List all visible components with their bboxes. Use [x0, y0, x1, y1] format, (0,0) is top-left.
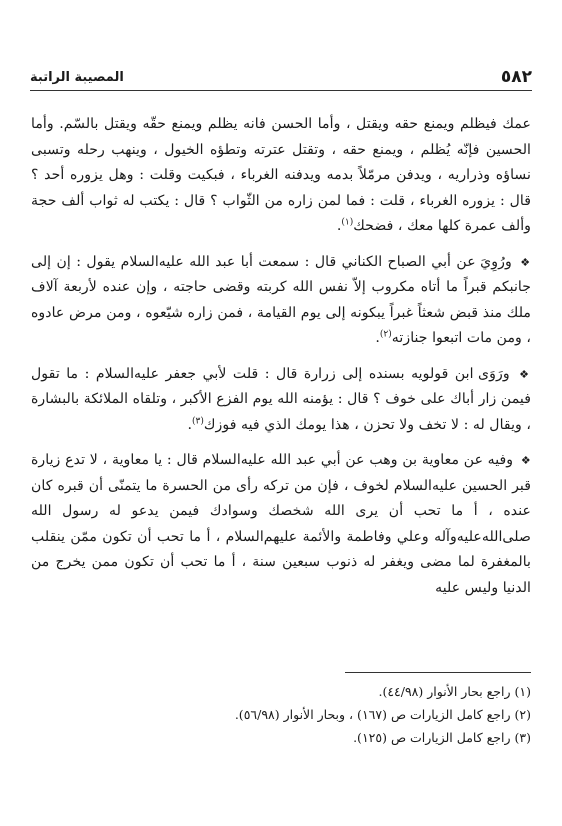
paragraph-end: . — [336, 218, 342, 234]
header-divider — [30, 90, 532, 91]
footnote-3: (٣) راجع كامل الزيارات ص (١٢٥). — [353, 730, 531, 745]
paragraph-3 — [31, 362, 531, 439]
footnote-reference: (٢) — [379, 329, 392, 340]
paragraph-end: . — [375, 330, 380, 346]
paragraph-4 — [31, 448, 531, 601]
paragraph-1 — [31, 112, 531, 240]
main-text — [31, 112, 531, 601]
paragraph-end: . — [187, 416, 192, 433]
diamond-bullet-icon: ❖ — [519, 367, 531, 381]
paragraph-text: ورُوِيَ عن أبي الصباح الكناني قال : سمعت أبا عبد الله عليه‌السلام يقول : إن إلى جانبكم قبراً ما أتاه مكروب إلاّ نفس الله كربته وقضى حاجته ، وإن عنده لأربعة آلاف ملك منذ قبض شعثاً غبراً يبكونه إلى يوم القيامة ، فمن زاره شيّعوه ، ومن مرض عادوه ، ومن مات اتبعوا جنازته — [31, 253, 531, 346]
footnote-2: (٢) راجع كامل الزيارات ص (١٦٧) ، وبحار الأنوار (٥٦/٩٨). — [234, 707, 531, 722]
footnote-1: (١) راجع بحار الأنوار (٤٤/٩٨). — [378, 684, 531, 699]
paragraph-2 — [31, 250, 531, 352]
paragraph-text: عمك فيظلم ويمنع حقه ويقتل ، وأما الحسن فانه يظلم ويمنع حقّه ويقتل بالسّم. وأما الحسين فإنّه يُظلم ، ويمنع حقه ، وتقتل عترته وتطؤه الخيول ، وينهب رحله وتسبى نساؤه وذراريه ، ويدفن مرمّلاً بدمه ويدفنه الغرباء ، فبكيت وقلت : وهل يزوره أحد ؟ قال : يزوره الغرباء ، قلت : فما لمن زاره من الثّواب ؟ قال : يكتب له ثواب ألف حجة وألف عمرة كلها معك ، فضحك — [31, 116, 531, 234]
footnote-reference: (١) — [341, 217, 354, 228]
diamond-bullet-icon: ❖ — [520, 255, 531, 269]
footnote-divider — [345, 672, 531, 673]
footnote-reference: (٣) — [191, 415, 204, 426]
page-number: ٥٨٢ — [500, 67, 532, 87]
running-title: المصيبة الراتبة — [30, 69, 124, 85]
paragraph-text: ورَوَى ابن قولويه بسنده إلى زرارة قال : قلت لأبي جعفر عليه‌السلام : ما تقول فيمن زار أباك على خوف ؟ قال : يؤمنه الله يوم الفزع الأكبر ، وتلقاه الملائكة بالبشارة ، ويقال له : لا تخف ولا تحزن ، هذا يومك الذي فيه فوزك — [31, 365, 531, 433]
footnotes — [31, 680, 531, 749]
page-header — [30, 64, 532, 90]
paragraph-text: وفيه عن معاوية بن وهب عن أبي عبد الله عليه‌السلام قال : يا معاوية ، لا تدع زيارة قبر الحسين عليه‌السلام لخوف ، فإن من تركه رأى من الحسرة ما يتمنّى أن قبره كان عنده ، أ ما تحب أن يرى الله شخصك وسوادك فيمن يدعو له رسول الله صلى‌الله‌عليه‌وآله وعلي وفاطمة والأئمة عليهم‌السلام ، أ ما تحب أن تكون ممّن ينقلب بالمغفرة لما مضى ويغفر له ذنوب سبعين سنة ، أ ما تحب أن تكون ممن يخرج من الدنيا وليس عليه — [31, 452, 531, 596]
diamond-bullet-icon: ❖ — [520, 454, 531, 467]
